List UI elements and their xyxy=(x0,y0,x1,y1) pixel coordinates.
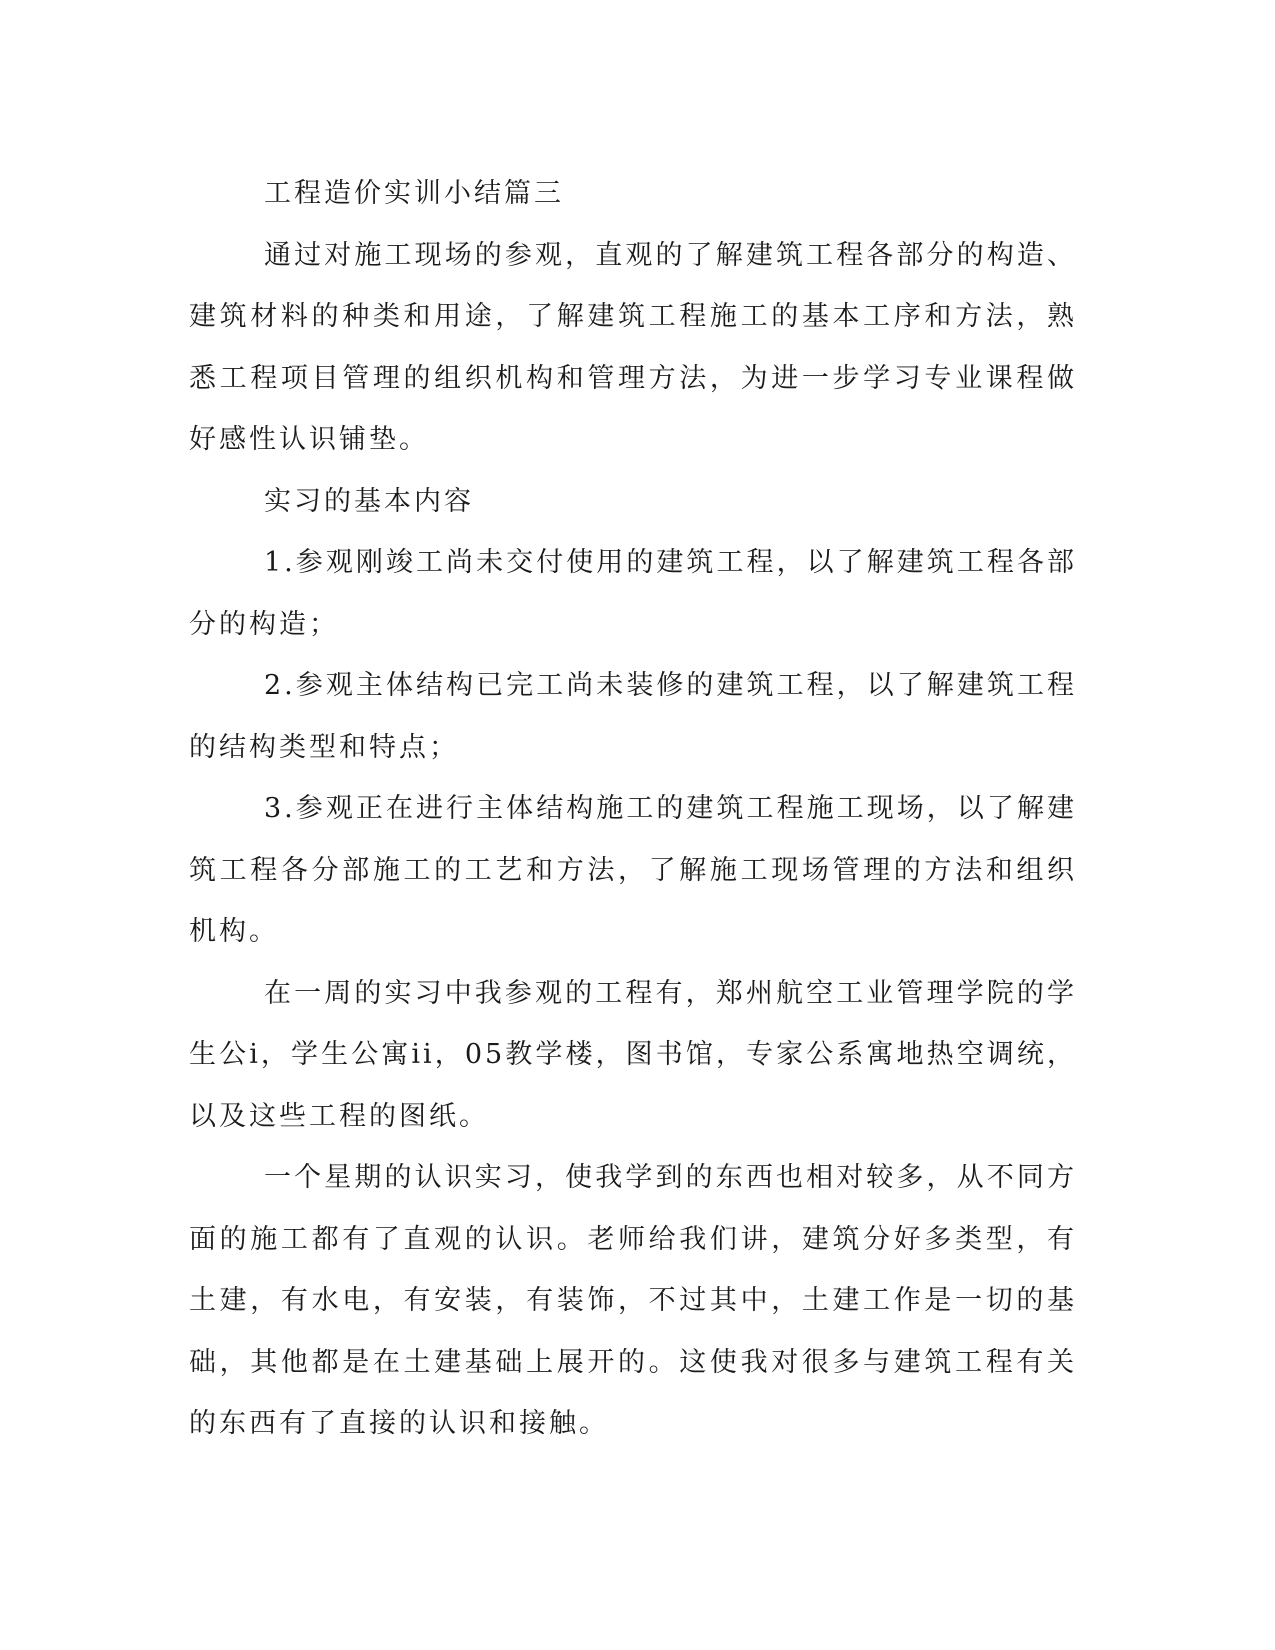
list-item-1: 1.参观刚竣工尚未交付使用的建筑工程，以了解建筑工程各部分的构造； xyxy=(189,547,1077,640)
document-body xyxy=(189,163,1077,1455)
list-item-2: 2.参观主体结构已完工尚未装修的建筑工程，以了解建筑工程的结构类型和特点； xyxy=(189,670,1077,763)
document-title: 工程造价实训小结篇三 xyxy=(264,178,564,209)
paragraph-projects-visited: 在一周的实习中我参观的工程有，郑州航空工业管理学院的学生公i，学生公寓ii，05教学楼，图书馆，专家公系寓地热空调统，以及这些工程的图纸。 xyxy=(189,977,1077,1132)
list-item-3: 3.参观正在进行主体结构施工的建筑工程施工现场，以了解建筑工程各分部施工的工艺和方法，了解施工现场管理的方法和组织机构。 xyxy=(189,793,1077,947)
section-heading-basic-content: 实习的基本内容 xyxy=(264,485,474,517)
paragraph-reflection: 一个星期的认识实习，使我学到的东西也相对较多，从不同方面的施工都有了直观的认识。老师给我们讲，建筑分好多类型，有土建，有水电，有安装，有装饰，不过其中，土建工作是一切的基础，其他都是在土建基础上展开的。这使我对很多与建筑工程有关的东西有了直接的认识和接触。 xyxy=(189,1162,1077,1439)
paragraph-intro: 通过对施工现场的参观，直观的了解建筑工程各部分的构造、建筑材料的种类和用途，了解建筑工程施工的基本工序和方法，熟悉工程项目管理的组织机构和管理方法，为进一步学习专业课程做好感性认识铺垫。 xyxy=(189,239,1077,455)
